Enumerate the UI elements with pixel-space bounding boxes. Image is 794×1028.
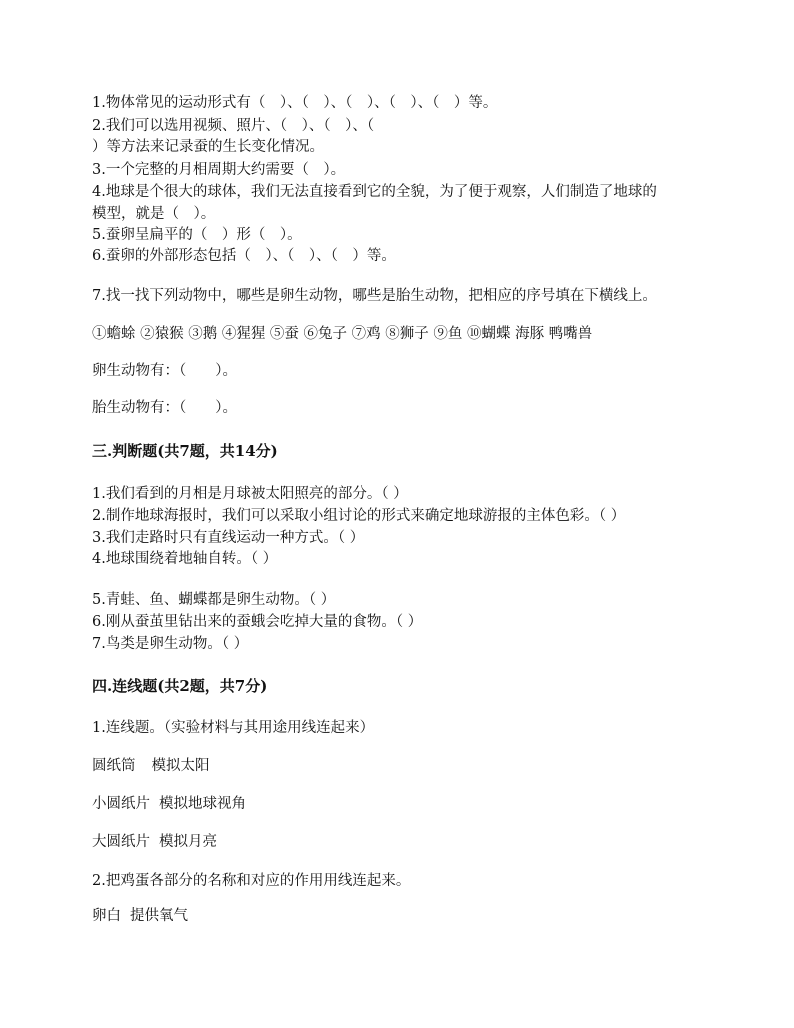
judge-item: 1.我们看到的月相是月球被太阳照亮的部分。（ ） [92,486,408,502]
match-row [92,794,246,814]
match-left: 小圆纸片 [92,796,150,812]
judge-item: 7.鸟类是卵生动物。（ ） [92,636,249,652]
judge-item: 6.刚从蚕茧里钻出来的蚕蛾会吃掉大量的食物。（ ） [92,614,423,630]
match-heading: 四.连线题(共2题，共7分) [92,677,268,695]
judge-item: 2.制作地球海报时，我们可以采取小组讨论的形式来确定地球游报的主体色彩。（ ） [92,508,626,524]
match-row [92,906,188,926]
fill-in-q5: 5.蚕卵呈扁平的（ ）形（ ）。 [92,227,302,243]
match-right: 模拟月亮 [159,834,217,850]
fill-in-q6: 6.蚕卵的外部形态包括（ ）、（ ）、（ ）等。 [92,248,396,264]
fill-in-q4-line2: 模型，就是（ ）。 [92,206,216,222]
fill-in-q2-line2: ）等方法来记录蚕的生长变化情况。 [92,139,324,155]
fill-in-q2-line1: 2.我们可以选用视频、照片、（ ）、（ ）、（ [92,118,375,134]
judge-heading: 三.判断题(共7题，共14分) [92,442,278,460]
match-q1: 1.连线题。（实验材料与其用途用线连起来） [92,720,375,736]
viviparous-answer: 胎生动物有：（ ）。 [92,400,237,416]
match-right: 模拟太阳 [151,758,210,774]
animal-list: ①蟾蜍 ②猿猴 ③鹅 ④猩猩 ⑤蚕 ⑥兔子 ⑦鸡 ⑧狮子 ⑨鱼 ⑩蝴蝶 海豚 鸭嘴兽 [92,326,593,342]
judge-item: 3.我们走路时只有直线运动一种方式。（ ） [92,530,365,546]
match-right: 提供氧气 [130,908,188,924]
match-row [92,756,210,776]
match-q2: 2.把鸡蛋各部分的名称和对应的作用用线连起来。 [92,873,411,889]
oviparous-answer: 卵生动物有：（ ）。 [92,363,237,379]
judge-item: 5.青蛙、鱼、蝴蝶都是卵生动物。（ ） [92,592,336,608]
match-row [92,832,217,852]
fill-in-q7: 7.找一找下列动物中，哪些是卵生动物，哪些是胎生动物，把相应的序号填在下横线上。 [92,288,657,304]
match-left: 卵白 [92,908,121,924]
match-left: 大圆纸片 [92,834,150,850]
fill-in-q3: 3.一个完整的月相周期大约需要（ ）。 [92,162,346,178]
fill-in-q4-line1: 4.地球是个很大的球体，我们无法直接看到它的全貌，为了便于观察，人们制造了地球的 [92,184,657,200]
match-left: 圆纸筒 [92,758,136,774]
fill-in-q1: 1.物体常见的运动形式有（ ）、（ ）、（ ）、（ ）、（ ）等。 [92,95,498,111]
match-right: 模拟地球视角 [159,796,246,812]
judge-item: 4.地球围绕着地轴自转。（ ） [92,551,278,567]
